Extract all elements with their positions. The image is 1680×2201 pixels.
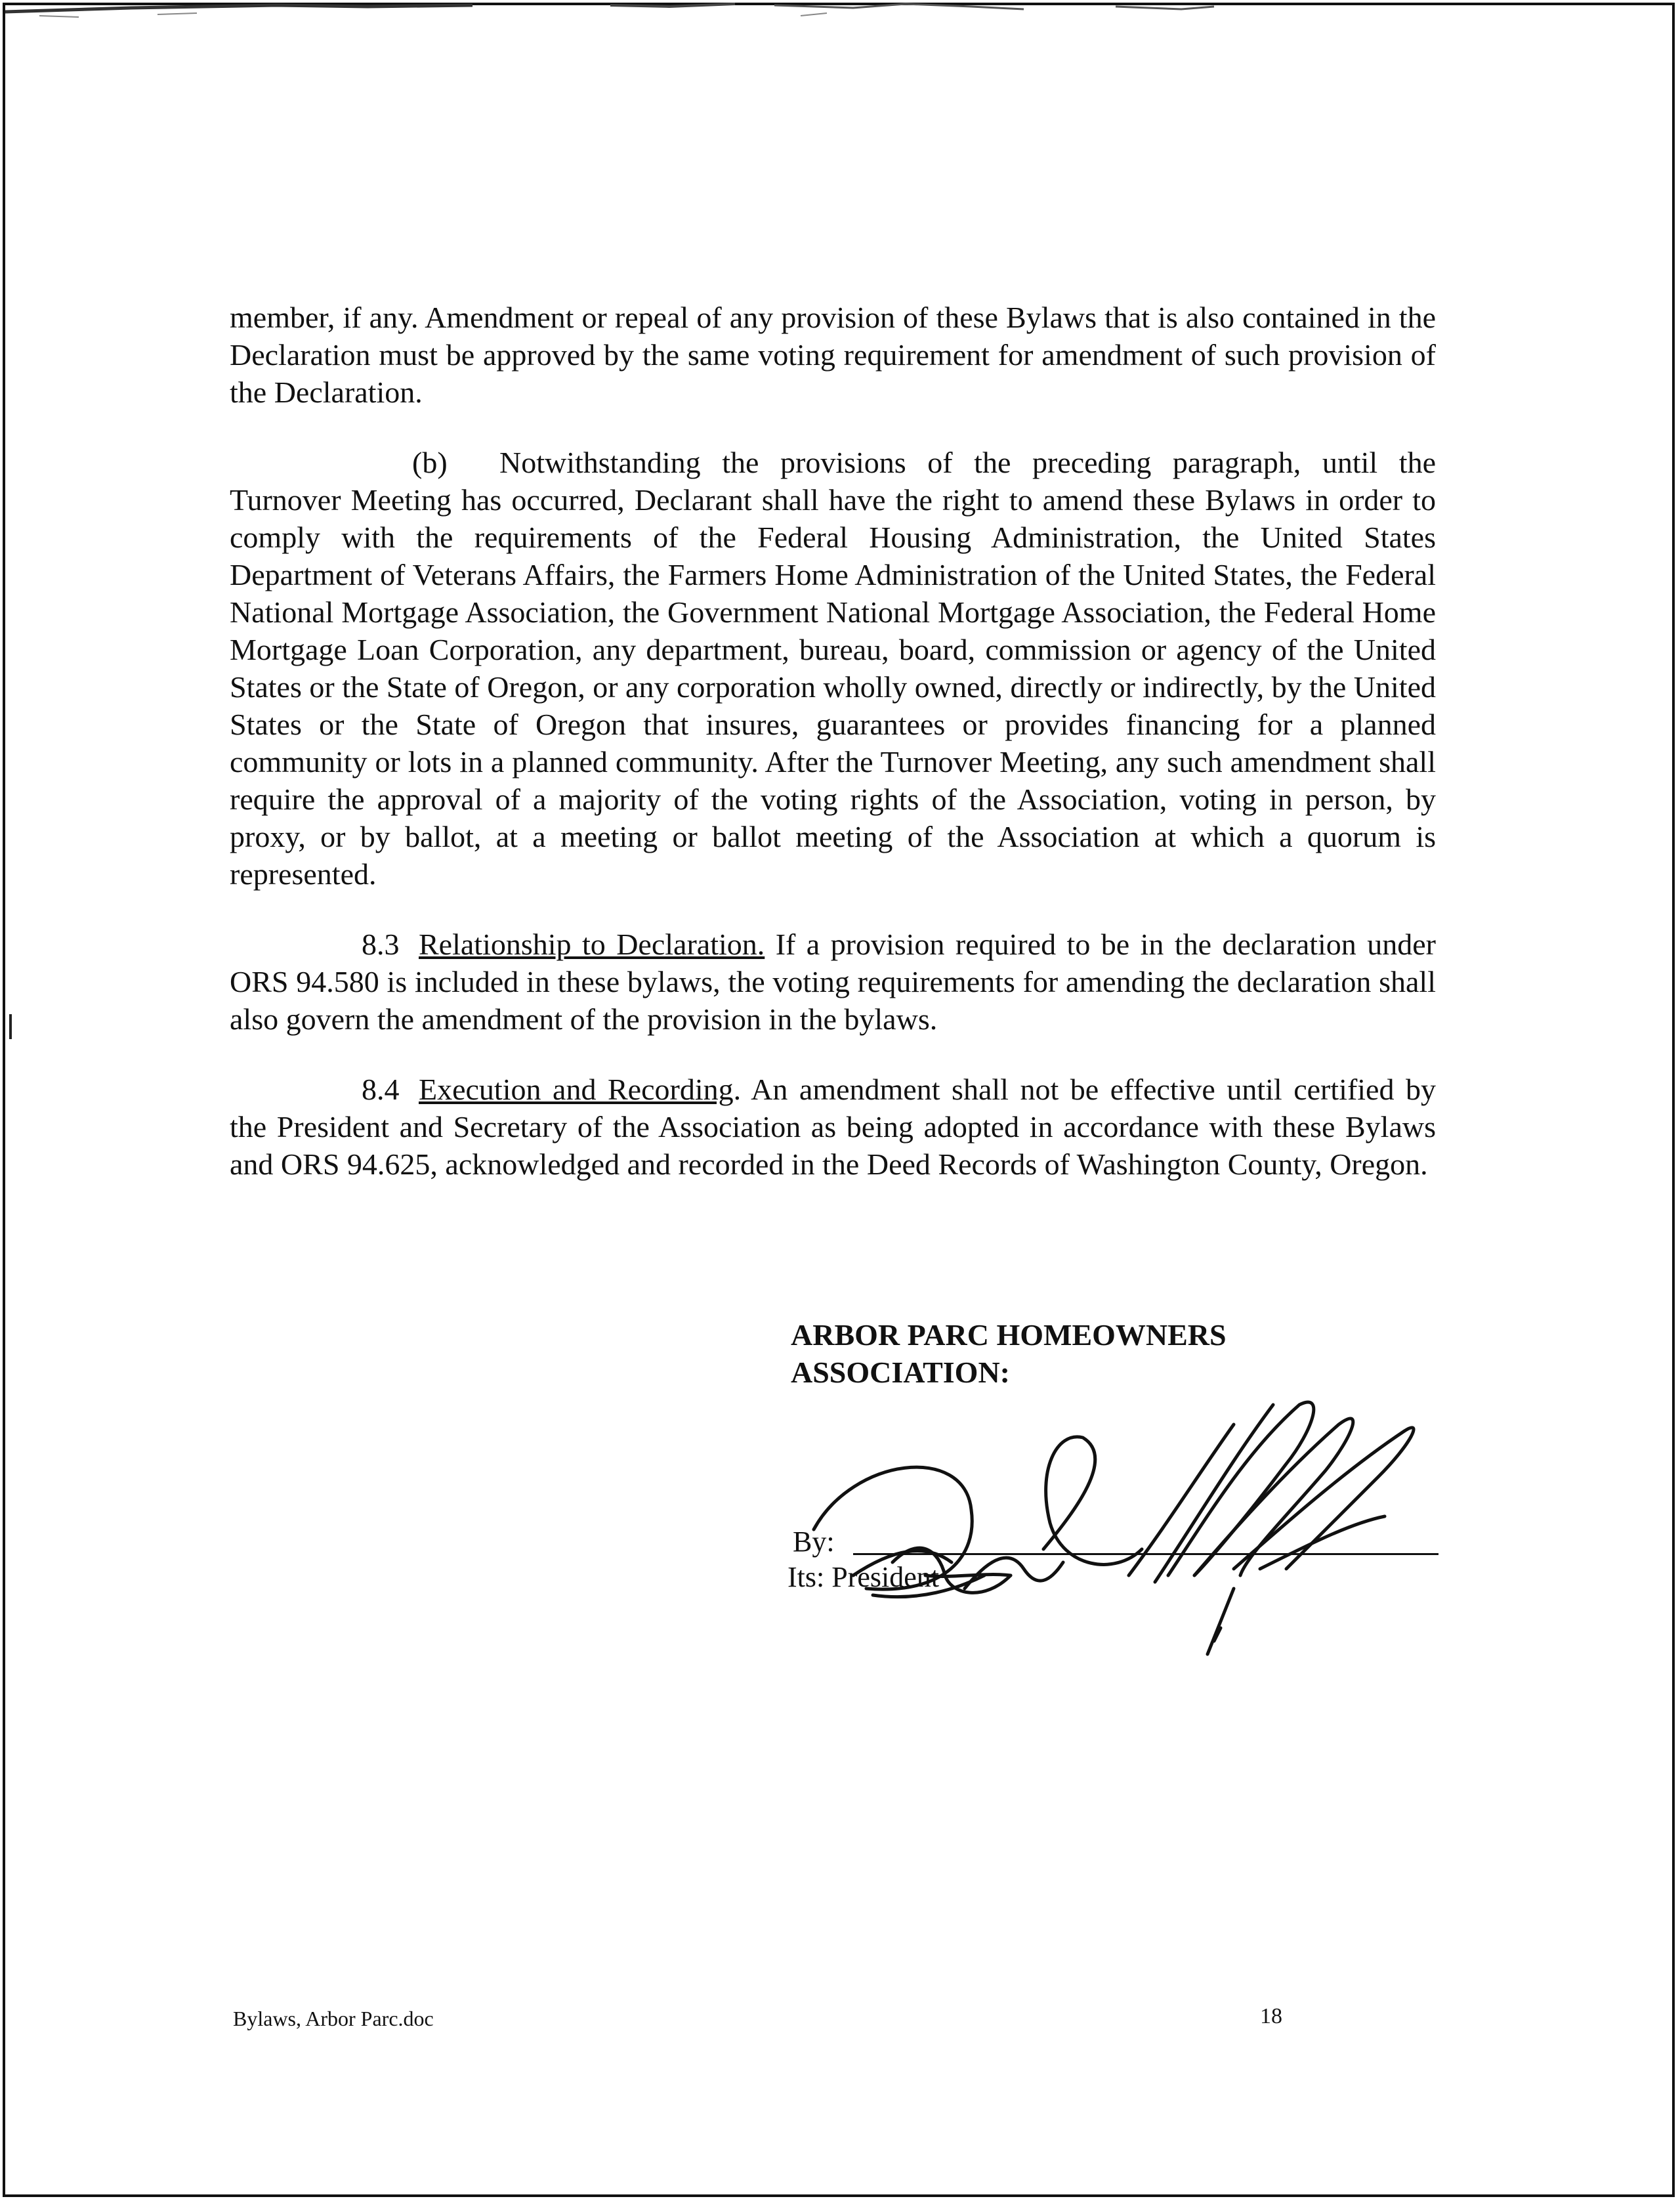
scan-margin-mark xyxy=(9,1014,12,1039)
section-8-4-number: 8.4 xyxy=(362,1073,400,1106)
section-8-3-text: If a provision required to be in the declaration under ORS 94.580 is included in these bylaws, the voting requirements for amending the declaration shall also govern the amendment of the provision in the bylaws. xyxy=(230,928,1436,1036)
paragraph-b-label: (b) xyxy=(412,446,448,479)
association-name-line2: ASSOCIATION: xyxy=(791,1356,1010,1389)
section-8-3-heading: Relationship to Declaration. xyxy=(419,928,765,961)
section-8-3-number: 8.3 xyxy=(362,928,400,961)
its-label: Its: xyxy=(788,1561,825,1593)
paragraph-b xyxy=(230,444,1436,893)
section-8-4-text: . An amendment shall not be effective until certified by the President and Secretary of the Association as being adopted in accordance with these Bylaws and ORS 94.625, acknowledged and recorded in the Deed Records of Washington County, Oregon. xyxy=(230,1073,1436,1181)
paragraph-b-text: Notwithstanding the provisions of the preceding paragraph, until the Turnover Meeting has occurred, Declarant shall have the right to amend these Bylaws in order to comply with the requirements of the Federal Housing Administration, the United States Department of Veterans Affairs, the Farmers Home Administration of the United States, the Federal National Mortgage Association, the Government National Mortgage Association, the Federal Home Mortgage Loan Corporation, any department, bureau, board, commission or agency of the United States or the State of Oregon, or any corporation wholly owned, directly or indirectly, by the United States or the State of Oregon that insures, guarantees or provides financing for a planned community or lots in a planned community. After the Turnover Meeting, any such amendment shall require the approval of a majority of the voting rights of the Association, voting in person, by proxy, or by ballot, at a meeting or ballot meeting of the Association at which a quorum is represented. xyxy=(230,446,1436,891)
section-8-4-heading: Execution and Recording xyxy=(419,1073,734,1106)
footer-filename: Bylaws, Arbor Parc.doc xyxy=(233,2007,434,2030)
scan-noise-top xyxy=(0,0,1680,26)
handwritten-signature xyxy=(774,1378,1463,1667)
section-8-4 xyxy=(230,1071,1436,1183)
paragraph-continuation: member, if any. Amendment or repeal of any provision of these Bylaws that is also contained in the Declaration must be approved by the same voting requirement for amendment of such provision of the Declaration. xyxy=(230,301,1436,409)
body-text xyxy=(230,299,1436,1216)
its-value: President xyxy=(831,1561,939,1593)
by-label: By: xyxy=(793,1526,835,1558)
association-name-line1: ARBOR PARC HOMEOWNERS xyxy=(791,1318,1227,1352)
footer-page-number: 18 xyxy=(1260,2004,1282,2028)
section-8-3 xyxy=(230,926,1436,1038)
